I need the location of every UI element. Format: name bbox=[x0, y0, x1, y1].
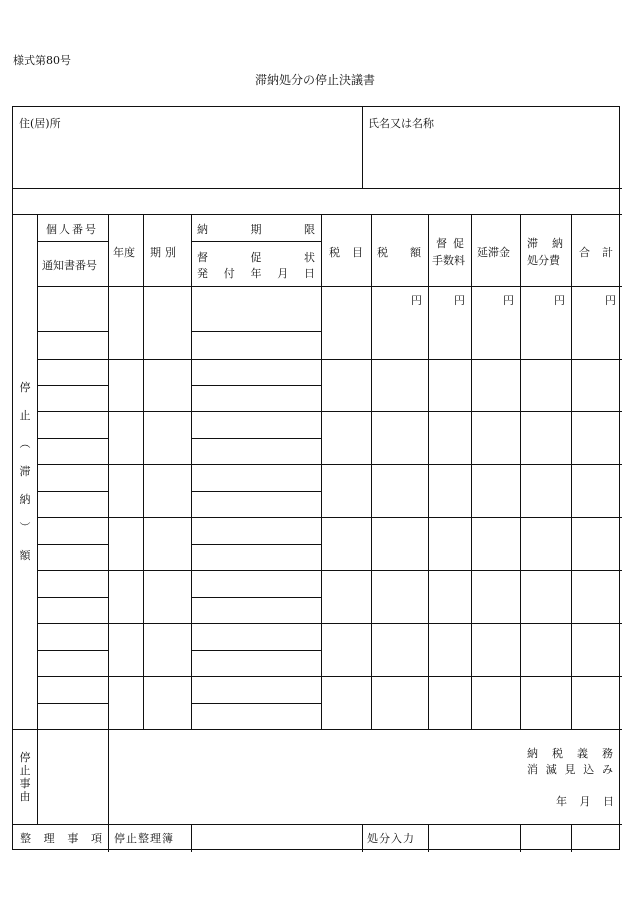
header-notice-number bbox=[37, 241, 109, 287]
suspension-register-label: 停止整理簿 bbox=[114, 832, 174, 845]
obligation-line2: 消 滅 見 込 み bbox=[527, 763, 613, 776]
due-date-field[interactable] bbox=[191, 623, 322, 651]
fiscal-year-field[interactable] bbox=[108, 570, 144, 624]
amount-field[interactable] bbox=[471, 359, 521, 412]
notice-number-field[interactable] bbox=[37, 650, 109, 677]
amount-field[interactable] bbox=[571, 464, 622, 518]
form-number: 様式第80号 bbox=[13, 54, 71, 67]
stamp-field-1[interactable] bbox=[520, 824, 572, 852]
tax-item-field[interactable] bbox=[321, 286, 372, 360]
tax-item-field[interactable] bbox=[321, 623, 372, 677]
demand-fee-label-2: 手数料 bbox=[432, 254, 465, 267]
amount-field[interactable] bbox=[571, 411, 622, 465]
due-date-label: 納 期 限 bbox=[197, 223, 315, 236]
notice-number-field[interactable] bbox=[37, 597, 109, 624]
amount-field[interactable] bbox=[571, 286, 622, 360]
demand-issue-label-1: 督 促 状 bbox=[197, 251, 315, 264]
amount-field[interactable] bbox=[371, 286, 429, 360]
amount-field[interactable] bbox=[428, 411, 472, 465]
form-frame bbox=[12, 106, 620, 850]
personal-number-field[interactable] bbox=[37, 623, 109, 651]
personal-number-label: 個人番号 bbox=[46, 223, 98, 236]
document-title: 滞納処分の停止決議書 bbox=[254, 73, 375, 87]
notice-number-field[interactable] bbox=[37, 544, 109, 571]
reason-label-cell bbox=[13, 729, 38, 825]
amount-field[interactable] bbox=[471, 517, 521, 571]
tax-item-field[interactable] bbox=[321, 359, 372, 412]
name-label: 氏名又は名称 bbox=[368, 117, 434, 130]
amount-field[interactable] bbox=[471, 570, 521, 624]
demand-issue-date-field[interactable] bbox=[191, 331, 322, 360]
amount-field[interactable] bbox=[371, 517, 429, 571]
personal-number-field[interactable] bbox=[37, 676, 109, 704]
amount-field[interactable] bbox=[428, 286, 472, 360]
arrangement-label: 整 理 事 項 bbox=[20, 832, 102, 845]
header-demand-issue bbox=[191, 241, 322, 287]
header-demand-fee bbox=[428, 214, 472, 287]
fiscal-year-field[interactable] bbox=[108, 676, 144, 730]
tax-item-field[interactable] bbox=[321, 464, 372, 518]
header-due-date bbox=[191, 214, 322, 242]
header-tax-item bbox=[321, 214, 372, 287]
stamp-field-2[interactable] bbox=[571, 824, 622, 852]
disposition-cost-label-2: 処分費 bbox=[527, 254, 560, 267]
yen-unit: 円 bbox=[454, 294, 465, 307]
due-date-field[interactable] bbox=[191, 570, 322, 598]
amount-field[interactable] bbox=[520, 411, 572, 465]
amount-field[interactable] bbox=[428, 464, 472, 518]
amount-field[interactable] bbox=[428, 517, 472, 571]
period-field[interactable] bbox=[143, 676, 192, 730]
due-date-field[interactable] bbox=[191, 464, 322, 492]
header-tax-amount bbox=[371, 214, 429, 287]
blank-band bbox=[13, 188, 622, 215]
fiscal-year-field[interactable] bbox=[108, 286, 144, 360]
notice-number-field[interactable] bbox=[37, 438, 109, 465]
period-field[interactable] bbox=[143, 464, 192, 518]
header-total bbox=[571, 214, 622, 287]
amount-field[interactable] bbox=[428, 570, 472, 624]
due-date-field[interactable] bbox=[191, 517, 322, 545]
header-personal-number bbox=[37, 214, 109, 242]
demand-fee-label-1: 督 促 bbox=[436, 237, 464, 250]
due-date-field[interactable] bbox=[191, 359, 322, 386]
demand-issue-date-field[interactable] bbox=[191, 650, 322, 677]
amount-field[interactable] bbox=[571, 623, 622, 677]
amount-field[interactable] bbox=[471, 464, 521, 518]
demand-issue-date-field[interactable] bbox=[191, 491, 322, 518]
amount-field[interactable] bbox=[428, 676, 472, 730]
address-label: 住(居)所 bbox=[19, 117, 61, 130]
obligation-date: 年 月 日 bbox=[556, 795, 614, 808]
notice-number-field[interactable] bbox=[37, 331, 109, 360]
tax-item-label: 税 目 bbox=[329, 246, 363, 259]
arrangement-cell bbox=[13, 824, 109, 852]
address-cell[interactable] bbox=[13, 107, 363, 189]
reason-text-field[interactable] bbox=[108, 729, 521, 825]
tax-item-field[interactable] bbox=[321, 517, 372, 571]
amount-field[interactable] bbox=[471, 286, 521, 360]
tax-item-field[interactable] bbox=[321, 676, 372, 730]
amount-field[interactable] bbox=[571, 359, 622, 412]
amount-field[interactable] bbox=[520, 676, 572, 730]
notice-number-field[interactable] bbox=[37, 491, 109, 518]
yen-unit: 円 bbox=[554, 294, 565, 307]
due-date-field[interactable] bbox=[191, 411, 322, 439]
header-disposition-cost bbox=[520, 214, 572, 287]
header-period bbox=[143, 214, 192, 287]
disposition-cost-label-1: 滞 納 bbox=[527, 237, 563, 250]
amount-field[interactable] bbox=[520, 286, 572, 360]
tax-item-field[interactable] bbox=[321, 411, 372, 465]
fiscal-year-field[interactable] bbox=[108, 464, 144, 518]
tax-amount-label: 税 額 bbox=[377, 246, 421, 259]
fiscal-year-field[interactable] bbox=[108, 359, 144, 412]
fiscal-year-field[interactable] bbox=[108, 411, 144, 465]
amount-field[interactable] bbox=[571, 517, 622, 571]
disposition-entry-cell bbox=[362, 824, 429, 852]
suspension-register-field[interactable] bbox=[191, 824, 363, 852]
fiscal-year-label: 年度 bbox=[113, 246, 135, 259]
tax-item-field[interactable] bbox=[321, 570, 372, 624]
amount-field[interactable] bbox=[471, 623, 521, 677]
side-label-cell bbox=[13, 214, 38, 730]
disposition-entry-field[interactable] bbox=[428, 824, 521, 852]
personal-number-field[interactable] bbox=[37, 359, 109, 386]
demand-issue-date-field[interactable] bbox=[191, 597, 322, 624]
header-fiscal-year bbox=[108, 214, 144, 287]
personal-number-field[interactable] bbox=[37, 464, 109, 492]
period-label: 期別 bbox=[150, 246, 180, 259]
personal-number-field[interactable] bbox=[37, 286, 109, 332]
delinquency-charge-label: 延滞金 bbox=[477, 246, 510, 259]
amount-field[interactable] bbox=[371, 623, 429, 677]
period-field[interactable] bbox=[143, 286, 192, 360]
amount-field[interactable] bbox=[520, 570, 572, 624]
amount-field[interactable] bbox=[371, 570, 429, 624]
notice-number-field[interactable] bbox=[37, 703, 109, 730]
amount-field[interactable] bbox=[571, 676, 622, 730]
obligation-cell bbox=[520, 729, 622, 825]
due-date-field[interactable] bbox=[191, 676, 322, 704]
period-field[interactable] bbox=[143, 359, 192, 412]
amount-field[interactable] bbox=[471, 676, 521, 730]
notice-number-field[interactable] bbox=[37, 385, 109, 412]
yen-unit: 円 bbox=[411, 294, 422, 307]
demand-issue-label-2: 発 付 年 月 日 bbox=[197, 267, 315, 280]
amount-field[interactable] bbox=[371, 676, 429, 730]
period-field[interactable] bbox=[143, 411, 192, 465]
suspension-register-cell bbox=[108, 824, 192, 852]
amount-field[interactable] bbox=[520, 359, 572, 412]
side-label: 停 止 ︵ 滞 納 ︶ 額 bbox=[19, 381, 31, 562]
yen-unit: 円 bbox=[605, 294, 616, 307]
amount-field[interactable] bbox=[371, 464, 429, 518]
obligation-line1: 納 税 義 務 bbox=[527, 747, 613, 760]
total-label: 合 計 bbox=[579, 246, 613, 259]
amount-field[interactable] bbox=[520, 623, 572, 677]
demand-issue-date-field[interactable] bbox=[191, 385, 322, 412]
due-date-field[interactable] bbox=[191, 286, 322, 332]
period-field[interactable] bbox=[143, 623, 192, 677]
amount-field[interactable] bbox=[520, 517, 572, 571]
demand-issue-date-field[interactable] bbox=[191, 544, 322, 571]
amount-field[interactable] bbox=[471, 411, 521, 465]
amount-field[interactable] bbox=[520, 464, 572, 518]
period-field[interactable] bbox=[143, 517, 192, 571]
disposition-entry-label: 処分入力 bbox=[367, 832, 415, 845]
yen-unit: 円 bbox=[503, 294, 514, 307]
personal-number-field[interactable] bbox=[37, 411, 109, 439]
fiscal-year-field[interactable] bbox=[108, 517, 144, 571]
notice-number-label: 通知書番号 bbox=[42, 259, 97, 272]
fiscal-year-field[interactable] bbox=[108, 623, 144, 677]
demand-issue-date-field[interactable] bbox=[191, 703, 322, 730]
demand-issue-date-field[interactable] bbox=[191, 438, 322, 465]
amount-field[interactable] bbox=[571, 570, 622, 624]
amount-field[interactable] bbox=[428, 359, 472, 412]
reason-code-field[interactable] bbox=[37, 729, 109, 825]
period-field[interactable] bbox=[143, 570, 192, 624]
personal-number-field[interactable] bbox=[37, 517, 109, 545]
personal-number-field[interactable] bbox=[37, 570, 109, 598]
amount-field[interactable] bbox=[371, 411, 429, 465]
header-delinquency-charge bbox=[471, 214, 521, 287]
name-cell[interactable] bbox=[362, 107, 622, 189]
reason-label: 停 止 事 由 bbox=[19, 751, 31, 803]
amount-field[interactable] bbox=[371, 359, 429, 412]
amount-field[interactable] bbox=[428, 623, 472, 677]
